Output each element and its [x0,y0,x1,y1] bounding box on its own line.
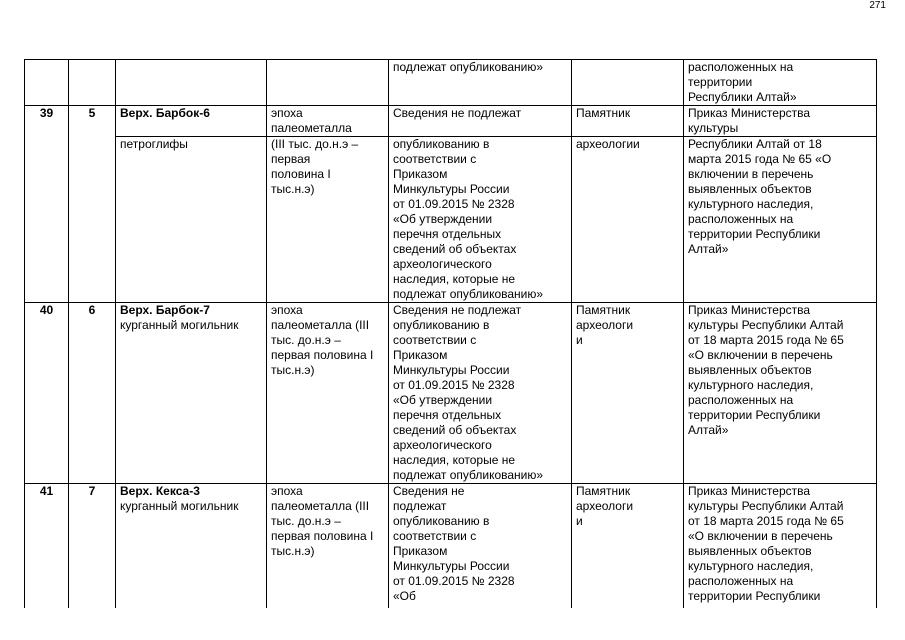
type-cell: археологии [572,137,684,303]
period-cell: эпоха палеометалла (III тыс. до.н.э – первая половина I тыс.н.э) [267,303,389,484]
monument-name-cell [116,484,267,608]
monument-type-cell: петроглифы [116,137,267,303]
row-index-cell [25,137,69,303]
row-index-cell [25,60,69,106]
table-row [25,137,877,303]
info-cell: опубликованию в соответствии с Приказом Минкультуры России от 01.09.2015 № 2328 «Об утверждении перечня отдельных сведений об объектах археологического наследия, которые не подлежат опубликованию» [389,137,572,303]
info-cell: Сведения не подлежат [389,106,572,137]
document-cell: Приказ Министерства культуры Республики Алтай от 18 марта 2015 года № 65 «О включении в перечень выявленных объектов культурного наследия, расположенных на территории Республики [684,484,877,608]
document-cell: Приказ Министерства культуры [684,106,877,137]
table-row [25,303,877,484]
row-number-cell: 6 [69,303,116,484]
row-number-cell: 5 [69,106,116,137]
monument-name: Верх. Кекса-3 [120,484,200,498]
info-cell: Сведения не подлежат опубликованию в соответствии с Приказом Минкультуры России от 01.09.2015 № 2328 «Об [389,484,572,608]
monument-type: курганный могильник [120,499,239,513]
type-cell: Памятник археологи и [572,484,684,608]
monument-name: Верх. Барбок-7 [120,303,210,317]
row-index-cell: 40 [25,303,69,484]
document-cell: Приказ Министерства культуры Республики Алтай от 18 марта 2015 года № 65 «О включении в перечень выявленных объектов культурного наследия, расположенных на территории Республики Алтай» [684,303,877,484]
table-row [25,484,877,608]
page-number: 271 [869,0,886,11]
period-cell [267,60,389,106]
row-number-cell: 7 [69,484,116,608]
row-number-cell [69,137,116,303]
document-cell: расположенных на территории Республики Алтай» [684,60,877,106]
table-row [25,60,877,106]
row-index-cell: 41 [25,484,69,608]
table-row [25,106,877,137]
period-cell: (III тыс. до.н.э – первая половина I тыс.н.э) [267,137,389,303]
monument-name-cell: Верх. Барбок-6 [116,106,267,137]
info-cell: Сведения не подлежат опубликованию в соответствии с Приказом Минкультуры России от 01.09.2015 № 2328 «Об утверждении перечня отдельных сведений об объектах археологического наследия, которые не подлежат опубликованию» [389,303,572,484]
period-cell: эпоха палеометалла [267,106,389,137]
row-index-cell: 39 [25,106,69,137]
type-cell: Памятник [572,106,684,137]
monument-type: курганный могильник [120,318,239,332]
monument-name-cell [116,303,267,484]
info-cell: подлежат опубликованию» [389,60,572,106]
monuments-table [24,59,877,608]
type-cell: Памятник археологи и [572,303,684,484]
type-cell [572,60,684,106]
document-cell: Республики Алтай от 18 марта 2015 года № 65 «О включении в перечень выявленных объектов культурного наследия, расположенных на территории Республики Алтай» [684,137,877,303]
period-cell: эпоха палеометалла (III тыс. до.н.э – первая половина I тыс.н.э) [267,484,389,608]
monument-name-cell [116,60,267,106]
row-number-cell [69,60,116,106]
